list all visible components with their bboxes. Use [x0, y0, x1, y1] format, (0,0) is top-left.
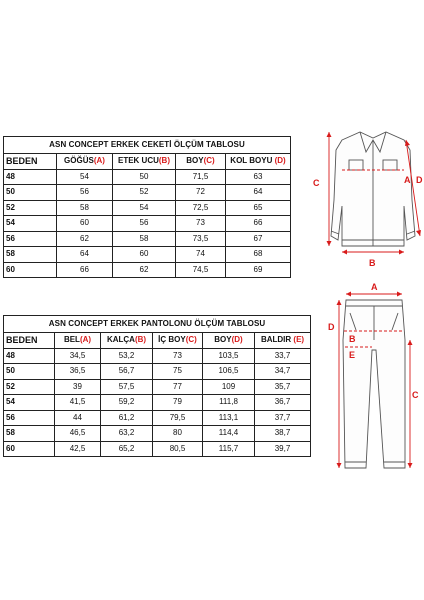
pants-cell: 79,5: [153, 410, 203, 426]
jacket-header-code: (A): [93, 156, 105, 166]
pants-header-code: (B): [134, 335, 147, 345]
jacket-cell: 63: [226, 169, 291, 185]
jacket-cell: 73,5: [176, 231, 226, 247]
pants-row-size: 50: [4, 364, 55, 380]
pants-cell: 115,7: [203, 441, 255, 457]
pants-cell: 36,7: [255, 395, 311, 411]
pants-row-size: 52: [4, 379, 55, 395]
jacket-cell: 71,5: [176, 169, 226, 185]
pants-label-a: A: [371, 282, 378, 292]
pants-cell: 73: [153, 348, 203, 364]
jacket-cell: 56: [113, 216, 176, 232]
jacket-row-size: 58: [4, 247, 57, 263]
jacket-cell: 60: [57, 216, 113, 232]
pants-cell: 34,5: [55, 348, 101, 364]
pants-cell: 59,2: [101, 395, 153, 411]
pants-label-b: B: [349, 334, 356, 344]
pants-header-code: (C): [185, 335, 197, 345]
jacket-header-beden: BEDEN: [4, 154, 57, 170]
pants-cell: 46,5: [55, 426, 101, 442]
jacket-header-name: KOL BOYU: [230, 156, 275, 166]
pants-cell: 61,2: [101, 410, 153, 426]
jacket-row-size: 60: [4, 262, 57, 278]
pants-cell: 114,4: [203, 426, 255, 442]
jacket-label-c: C: [313, 178, 320, 188]
pants-cell: 33,7: [255, 348, 311, 364]
jacket-header-code: (B): [158, 156, 170, 166]
pants-row-size: 56: [4, 410, 55, 426]
jacket-cell: 72,5: [176, 200, 226, 216]
jacket-cell: 50: [113, 169, 176, 185]
pants-cell: 111,8: [203, 395, 255, 411]
pants-cell: 56,7: [101, 364, 153, 380]
jacket-row-size: 50: [4, 185, 57, 201]
jacket-cell: 58: [113, 231, 176, 247]
pants-cell: 113,1: [203, 410, 255, 426]
pants-row-size: 58: [4, 426, 55, 442]
pants-row-size: 54: [4, 395, 55, 411]
pants-header-name: BEL: [63, 335, 80, 345]
pants-cell: 65,2: [101, 441, 153, 457]
pants-cell: 79: [153, 395, 203, 411]
pants-header-name: BOY: [214, 335, 232, 345]
pants-label-d: D: [328, 322, 335, 332]
pants-header-name: BALDIR: [260, 335, 294, 345]
pants-outline: [343, 300, 405, 468]
jacket-header-code: (C): [203, 156, 215, 166]
jacket-header-name: GÖĞÜS: [64, 156, 94, 166]
pants-cell: 80: [153, 426, 203, 442]
jacket-row-size: 56: [4, 231, 57, 247]
pants-table-title: ASN CONCEPT ERKEK PANTOLONU ÖLÇÜM TABLOSU: [4, 316, 311, 333]
jacket-header-name: ETEK UCU: [118, 156, 159, 166]
jacket-cell: 52: [113, 185, 176, 201]
pants-cell: 35,7: [255, 379, 311, 395]
jacket-cell: 64: [226, 185, 291, 201]
pants-label-e: E: [349, 350, 356, 360]
jacket-cell: 67: [226, 231, 291, 247]
jacket-cell: 66: [57, 262, 113, 278]
pants-cell: 103,5: [203, 348, 255, 364]
pants-label-c: C: [412, 390, 419, 400]
pants-cell: 38,7: [255, 426, 311, 442]
pants-header-code: (D): [231, 335, 243, 345]
pants-cell: 57,5: [101, 379, 153, 395]
pants-row-size: 48: [4, 348, 55, 364]
pants-cell: 39,7: [255, 441, 311, 457]
pants-cell: 44: [55, 410, 101, 426]
pants-cell: 77: [153, 379, 203, 395]
jacket-cell: 72: [176, 185, 226, 201]
pants-header-name: İÇ BOY: [158, 335, 186, 345]
jacket-cell: 66: [226, 216, 291, 232]
jacket-table-title: ASN CONCEPT ERKEK CEKETİ ÖLÇÜM TABLOSU: [4, 137, 291, 154]
jacket-cell: 62: [113, 262, 176, 278]
jacket-row-size: 48: [4, 169, 57, 185]
jacket-label-b: B: [369, 258, 376, 268]
pants-cell: 53,2: [101, 348, 153, 364]
jacket-cell: 54: [113, 200, 176, 216]
jacket-cell: 74,5: [176, 262, 226, 278]
pants-row-size: 60: [4, 441, 55, 457]
pants-cell: 37,7: [255, 410, 311, 426]
jacket-row-size: 54: [4, 216, 57, 232]
pants-cell: 80,5: [153, 441, 203, 457]
pants-cell: 106,5: [203, 364, 255, 380]
pants-cell: 39: [55, 379, 101, 395]
pants-header-code: (E): [293, 335, 305, 345]
pants-header-beden: BEDEN: [4, 333, 55, 349]
pants-cell: 75: [153, 364, 203, 380]
jacket-cell: 69: [226, 262, 291, 278]
pants-cell: 36,5: [55, 364, 101, 380]
jacket-label-d: D: [416, 175, 423, 185]
pants-cell: 42,5: [55, 441, 101, 457]
jacket-cell: 73: [176, 216, 226, 232]
jacket-cell: 68: [226, 247, 291, 263]
pants-cell: 109: [203, 379, 255, 395]
jacket-row-size: 52: [4, 200, 57, 216]
pants-header-name: KALÇA: [106, 335, 135, 345]
jacket-cell: 74: [176, 247, 226, 263]
pants-cell: 34,7: [255, 364, 311, 380]
jacket-header-code: (D): [274, 156, 286, 166]
pants-cell: 41,5: [55, 395, 101, 411]
jacket-cell: 54: [57, 169, 113, 185]
pants-header-code: (A): [79, 335, 92, 345]
jacket-cell: 64: [57, 247, 113, 263]
jacket-cell: 62: [57, 231, 113, 247]
jacket-cell: 58: [57, 200, 113, 216]
jacket-header-name: BOY: [186, 156, 204, 166]
jacket-cell: 65: [226, 200, 291, 216]
pants-cell: 63,2: [101, 426, 153, 442]
jacket-cell: 56: [57, 185, 113, 201]
jacket-label-a: A: [404, 175, 411, 185]
jacket-cell: 60: [113, 247, 176, 263]
